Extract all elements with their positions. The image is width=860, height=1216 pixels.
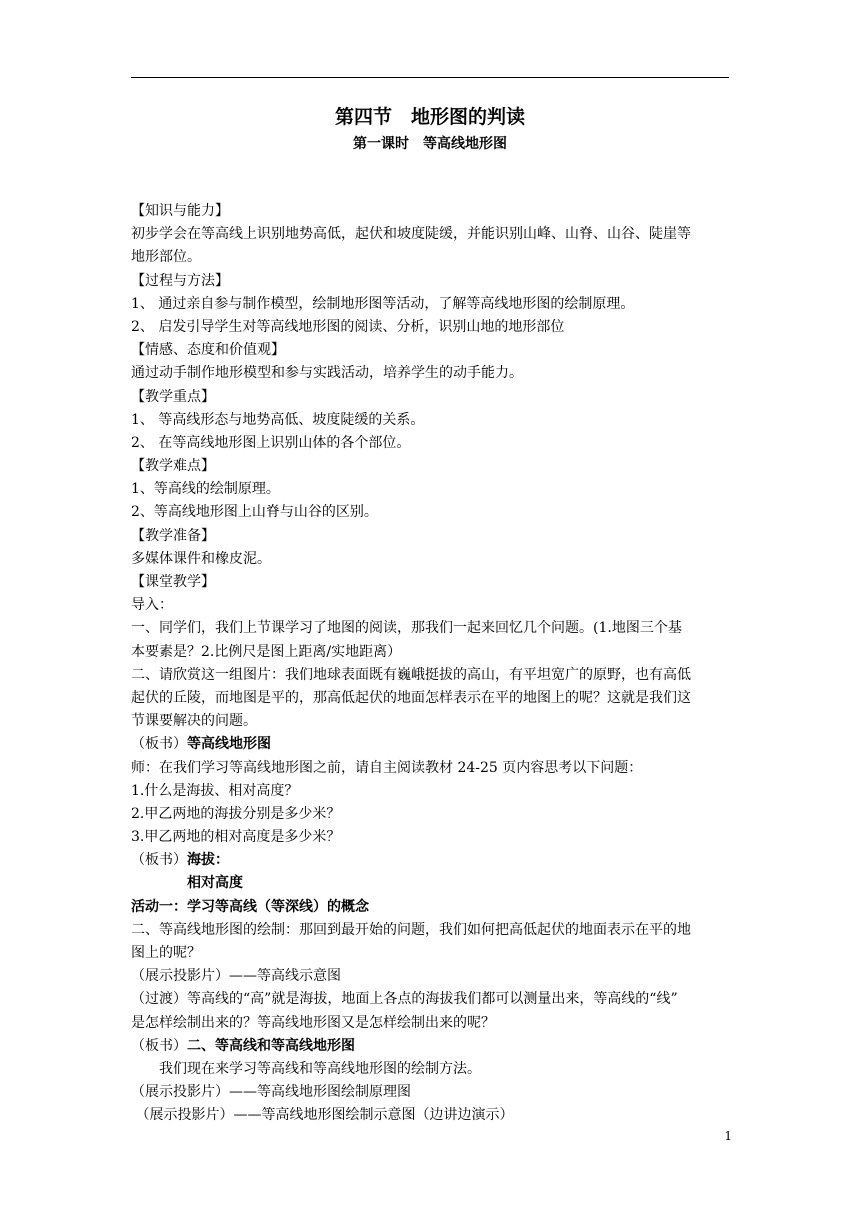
bold-text: 二、等高线和等高线地形图 — [187, 1037, 355, 1054]
text-line: （展示投影片）——等高线示意图 — [131, 968, 341, 985]
text-line: 【过程与方法】 — [131, 272, 229, 289]
page-number: 1 — [724, 1129, 732, 1143]
text-line: 初步学会在等高线上识别地势高低，起伏和坡度陡缓，并能识别山峰、山脊、山谷、陡崖等 — [131, 226, 691, 243]
text-line: 1.什么是海拔、相对高度？ — [131, 782, 299, 799]
board-note-prefix — [131, 875, 187, 891]
text-line: 【教学重点】 — [131, 388, 215, 405]
text-line: （过渡）等高线的“高”就是海拔，地面上各点的海拔我们都可以测量出来，等高线的“线” — [131, 991, 678, 1008]
text-line: 3.甲乙两地的相对高度是多少米？ — [131, 829, 341, 846]
document-subtitle: 第一课时 等高线地形图 — [353, 136, 507, 152]
text-line — [131, 733, 731, 756]
text-line: 2、 启发引导学生对等高线地形图的阅读、分析，识别山地的地形部位 — [131, 318, 565, 335]
bold-text: 活动一：学习等高线（等深线）的概念 — [131, 898, 369, 915]
text-line: 2.甲乙两地的海拔分别是多少米？ — [131, 805, 341, 822]
text-line: 地形部位。 — [131, 249, 201, 266]
text-line: 1、 通过亲自参与制作模型，绘制地形图等活动，了解等高线地形图的绘制原理。 — [131, 295, 635, 312]
text-line — [131, 896, 731, 919]
text-line: 我们现在来学习等高线和等高线地形图的绘制方法。 — [131, 1060, 481, 1077]
text-line: 2、等高线地形图上山脊与山谷的区别。 — [131, 504, 378, 521]
text-line — [131, 849, 731, 872]
text-line: 多媒体课件和橡皮泥。 — [131, 550, 271, 567]
text-line — [131, 1035, 731, 1058]
text-line: 图上的呢？ — [131, 945, 201, 961]
text-line: 【知识与能力】 — [131, 203, 229, 219]
text-line: （展示投影片）——等高线地形图绘制原理图 — [131, 1084, 411, 1101]
board-note-prefix: （板书） — [131, 736, 187, 753]
board-note-prefix: （板书） — [131, 1037, 187, 1054]
text-line: 师：在我们学习等高线地形图之前，请自主阅读教材 24-25 页内容思考以下问题： — [131, 759, 643, 776]
text-line: 起伏的丘陵，而地图是平的，那高低起伏的地面怎样表示在平的地图上的呢？这就是我们这 — [131, 689, 691, 706]
text-line: 【课堂教学】 — [131, 574, 215, 590]
bold-text: 等高线地形图 — [187, 736, 271, 753]
header-rule — [131, 77, 729, 78]
text-line: 导入： — [131, 597, 173, 614]
text-line: 【情感、态度和价值观】 — [131, 342, 285, 359]
document-title: 第四节 地形图的判读 — [334, 106, 525, 128]
text-line: 1、 等高线形态与地势高低、坡度陡缓的关系。 — [131, 411, 425, 428]
text-line: 节课要解决的问题。 — [131, 713, 257, 730]
board-note-prefix: （板书） — [131, 852, 187, 869]
text-line — [131, 872, 731, 895]
bold-text: 海拔： — [187, 852, 229, 869]
text-line: 是怎样绘制出来的？等高线地形图又是怎样绘制出来的呢？ — [131, 1014, 495, 1031]
bold-text: 相对高度 — [187, 875, 243, 892]
document-body — [131, 200, 731, 1128]
text-line: 【教学准备】 — [131, 527, 215, 544]
text-line: 1、等高线的绘制原理。 — [131, 481, 280, 498]
text-line: 一、同学们，我们上节课学习了地图的阅读，那我们一起来回忆几个问题。(1.地图三个基 — [131, 620, 682, 637]
text-line: 通过动手制作地形模型和参与实践活动，培养学生的动手能力。 — [131, 365, 523, 382]
text-line: （展示投影片）——等高线地形图绘制示意图（边讲边演示） — [131, 1107, 514, 1124]
text-line: 本要素是？2.比例尺是图上距离/实地距离） — [131, 643, 402, 660]
text-line: 2、 在等高线地形图上识别山体的各个部位。 — [131, 434, 411, 451]
text-line: 二、请欣赏这一组图片：我们地球表面既有巍峨挺拔的高山，有平坦宽广的原野，也有高低 — [131, 666, 691, 683]
text-line: 二、等高线地形图的绘制：那回到最开始的问题，我们如何把高低起伏的地面表示在平的地 — [131, 921, 691, 938]
text-line: 【教学难点】 — [131, 458, 215, 475]
